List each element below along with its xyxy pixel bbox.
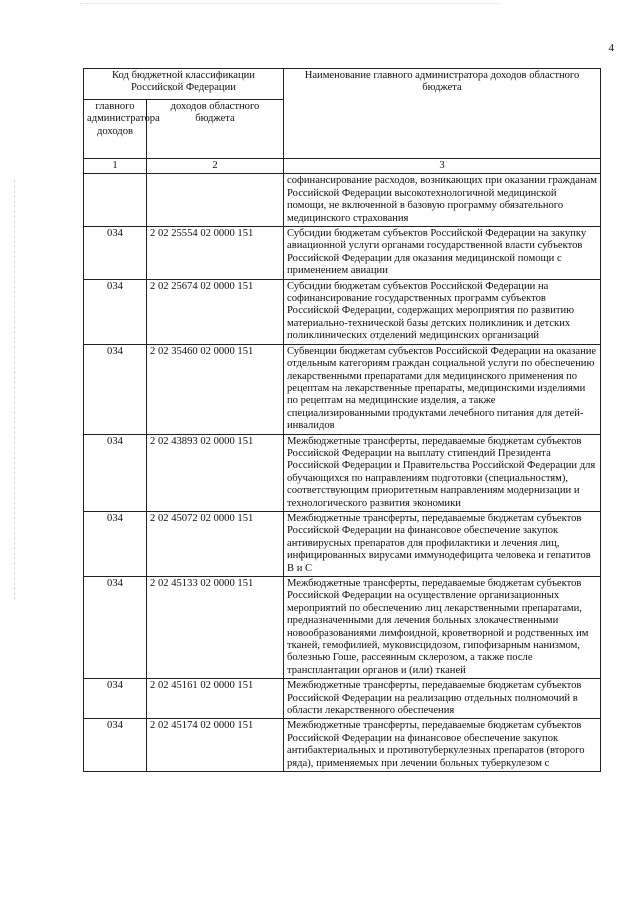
admin-code-cell: 034 xyxy=(84,344,147,434)
revenue-code-cell: 2 02 25674 02 0000 151 xyxy=(147,279,284,344)
page-number: 4 xyxy=(608,42,614,54)
table-row xyxy=(84,279,601,344)
table-row xyxy=(84,174,601,227)
column-number-2: 2 xyxy=(147,159,284,174)
description-cell: Субсидии бюджетам субъектов Российской Федерации на закупку авиационной услуги органами государственной власти субъектов Российской Федерации для оказания медицинской помощи с применением авиации xyxy=(284,227,601,280)
table-row xyxy=(84,577,601,679)
admin-code-cell: 034 xyxy=(84,227,147,280)
table-row xyxy=(84,511,601,576)
admin-code-cell: 034 xyxy=(84,279,147,344)
revenue-code-cell: 2 02 45072 02 0000 151 xyxy=(147,511,284,576)
header-row-group xyxy=(84,69,601,100)
admin-code-cell: 034 xyxy=(84,679,147,719)
column-number-row xyxy=(84,159,601,174)
revenue-code-cell: 2 02 25554 02 0000 151 xyxy=(147,227,284,280)
admin-code-cell: 034 xyxy=(84,719,147,772)
revenue-column-header: доходов областного бюджета xyxy=(147,100,284,159)
admin-column-header: главного администратора доходов xyxy=(84,100,147,159)
column-number-3: 3 xyxy=(284,159,601,174)
column-number-1: 1 xyxy=(84,159,147,174)
scan-artifact-top xyxy=(80,3,500,10)
description-cell: Субсидии бюджетам субъектов Российской Федерации на софинансирование государственных программ субъектов Российской Федерации, содержащих мероприятия по развитию материально-технической базы детских поликлиник и детских поликлинических отделений медицинских организаций xyxy=(284,279,601,344)
table-row xyxy=(84,434,601,511)
table-row xyxy=(84,719,601,772)
admin-code-cell: 034 xyxy=(84,577,147,679)
table-row xyxy=(84,227,601,280)
description-cell: софинансирование расходов, возникающих при оказании гражданам Российской Федерации высокотехнологичной медицинской помощи, не включенной в базовую программу обязательного медицинского страхования xyxy=(284,174,601,227)
revenue-code-cell: 2 02 45161 02 0000 151 xyxy=(147,679,284,719)
name-column-header: Наименование главного администратора доходов областного бюджета xyxy=(284,69,601,159)
scan-artifact-margin xyxy=(14,180,17,600)
description-cell: Субвенции бюджетам субъектов Российской Федерации на оказание отдельным категориям граждан социальной услуги по обеспечению лекарственными препаратами для медицинского применения по рецептам на лекарственные препараты, медицинскими изделиями по рецептам на медицинские изделия, а также специализированными продуктами лечебного питания для детей-инвалидов xyxy=(284,344,601,434)
revenue-code-cell xyxy=(147,174,284,227)
description-cell: Межбюджетные трансферты, передаваемые бюджетам субъектов Российской Федерации на финансовое обеспечение закупок антибактериальных и противотуберкулезных препаратов (второго ряда), применяемых при лечении больных туберкулезом с xyxy=(284,719,601,772)
revenue-code-cell: 2 02 45174 02 0000 151 xyxy=(147,719,284,772)
admin-code-cell: 034 xyxy=(84,434,147,511)
description-cell: Межбюджетные трансферты, передаваемые бюджетам субъектов Российской Федерации на осуществление организационных мероприятий по обеспечению лиц лекарственными препаратами, предназначенными для лечения больных злокачественными новообразованиями лимфоидной, кроветворной и родственных им тканей, гемофилией, муковисцидозом, гипофизарным нанизмом, болезнью Гоше, рассеянным склерозом, а также после трансплантации органов и (или) тканей xyxy=(284,577,601,679)
description-cell: Межбюджетные трансферты, передаваемые бюджетам субъектов Российской Федерации на финансовое обеспечение закупок антивирусных препаратов для профилактики и лечения лиц, инфицированных вирусами иммунодефицита человека и гепатитов B и C xyxy=(284,511,601,576)
admin-code-cell xyxy=(84,174,147,227)
budget-classification-table xyxy=(83,68,601,772)
budget-code-group-header: Код бюджетной классификации Российской Федерации xyxy=(84,69,284,100)
revenue-code-cell: 2 02 35460 02 0000 151 xyxy=(147,344,284,434)
table-row xyxy=(84,344,601,434)
revenue-code-cell: 2 02 45133 02 0000 151 xyxy=(147,577,284,679)
description-cell: Межбюджетные трансферты, передаваемые бюджетам субъектов Российской Федерации на реализацию отдельных полномочий в области лекарственного обеспечения xyxy=(284,679,601,719)
admin-code-cell: 034 xyxy=(84,511,147,576)
table-row xyxy=(84,679,601,719)
revenue-code-cell: 2 02 43893 02 0000 151 xyxy=(147,434,284,511)
description-cell: Межбюджетные трансферты, передаваемые бюджетам субъектов Российской Федерации на выплату стипендий Президента Российской Федерации и Правительства Российской Федерации для обучающихся по направлениям подготовки (специальностям), соответствующим приоритетным направлениям модернизации и технологического развития экономики xyxy=(284,434,601,511)
